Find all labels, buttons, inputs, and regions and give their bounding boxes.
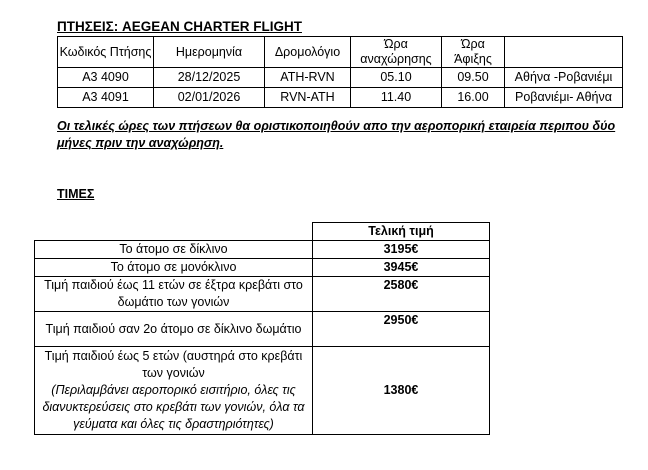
table-row [35,277,490,312]
price-value: 3195€ [313,241,490,259]
col-arrival: Ώρα Άφιξης [442,37,505,68]
table-row [58,68,623,88]
cell-departure: 05.10 [351,68,442,88]
flights-title: ΠΤΗΣΕΙΣ: AEGEAN CHARTER FLIGHT [57,19,302,34]
table-row [58,88,623,108]
col-direction [505,37,623,68]
cell-direction: Αθήνα -Ροβανιέμι [505,68,623,88]
cell-direction: Ροβανιέμι- Αθήνα [505,88,623,108]
prices-title: ΤΙΜΕΣ [57,187,95,201]
final-price-header: Τελική τιμή [313,223,490,241]
prices-header-row [35,223,490,241]
blank-header-cell [35,223,313,241]
cell-flight-code: A3 4090 [58,68,154,88]
flight-times-note: Οι τελικές ώρες των πτήσεων θα οριστικοποιηθούν απο την αεροπορική εταιρεία περιπου δύο μήνες πριν την αναχώρηση. [57,119,616,150]
flights-header-row [58,37,623,68]
cell-arrival: 09.50 [442,68,505,88]
cell-route: ATH-RVN [265,68,351,88]
cell-arrival: 16.00 [442,88,505,108]
cell-departure: 11.40 [351,88,442,108]
table-row [35,347,490,435]
price-inclusion-note: (Περιλαμβάνει αεροπορικό εισιτήριο, όλες τις διανυκτερεύσεις στο κρεβάτι των γονιών, όλα τα γεύματα και όλες τις δραστηριότητες) [42,383,305,431]
table-row [35,259,490,277]
price-label: Τιμή παιδιού έως 5 ετών (αυστηρά στο κρεβάτι των γονιών [44,349,303,380]
col-date: Ημερομηνία [154,37,265,68]
cell-route: RVN-ATH [265,88,351,108]
cell-flight-code: A3 4091 [58,88,154,108]
price-value: 1380€ [313,347,490,435]
cell-date: 02/01/2026 [154,88,265,108]
col-flight-code: Κωδικός Πτήσης [58,37,154,68]
price-label: Τιμή παιδιού σαν 2ο άτομο σε δίκλινο δωμάτιο [35,312,313,347]
price-label: Το άτομο σε μονόκλινο [35,259,313,277]
price-label: Το άτομο σε δίκλινο [35,241,313,259]
prices-table [34,222,490,435]
col-departure: Ώρα αναχώρησης [351,37,442,68]
table-row [35,241,490,259]
price-value: 3945€ [313,259,490,277]
cell-date: 28/12/2025 [154,68,265,88]
price-value: 2950€ [313,312,490,347]
price-value: 2580€ [313,277,490,312]
price-label-cell [35,347,313,435]
col-route: Δρομολόγιο [265,37,351,68]
table-row [35,312,490,347]
flights-table [57,36,623,108]
price-label: Τιμή παιδιού έως 11 ετών σε έξτρα κρεβάτι στο δωμάτιο των γονιών [35,277,313,312]
